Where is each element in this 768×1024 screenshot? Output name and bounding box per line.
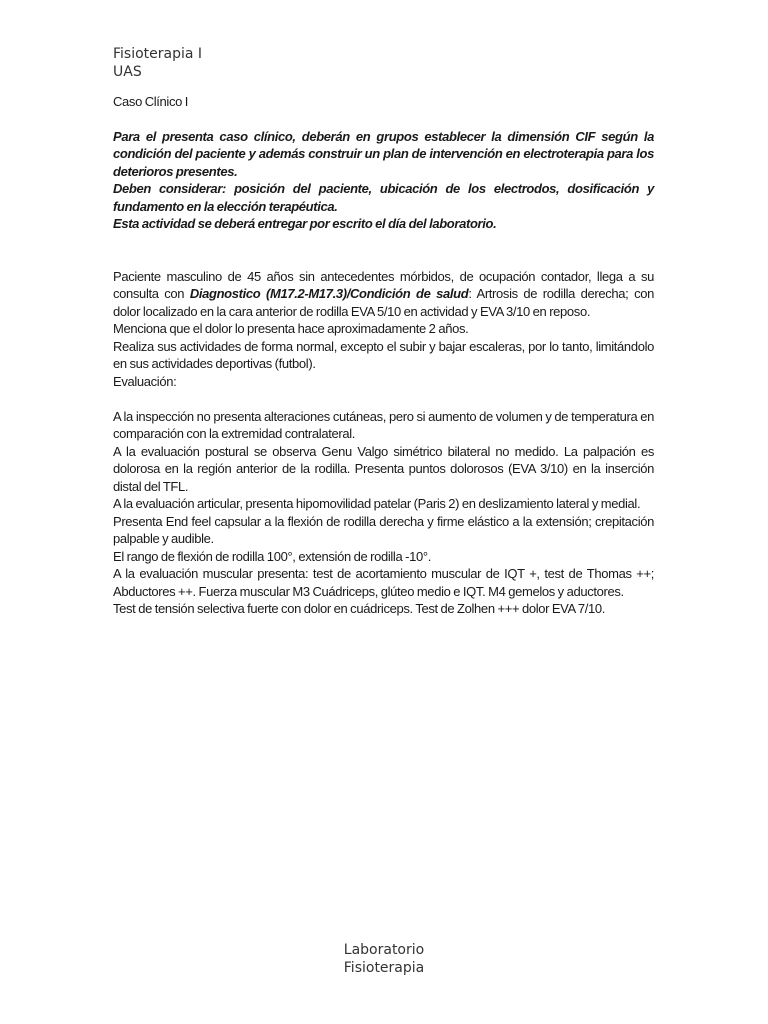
- evaluation-heading: Evaluación:: [113, 373, 177, 389]
- articular-paragraph: A la evaluación articular, presenta hipomovilidad patelar (Paris 2) en deslizamiento lateral y medial.: [113, 496, 641, 511]
- case-description: [113, 268, 654, 618]
- postural-paragraph: A la evaluación postural se observa Genu Valgo simétrico bilateral no medido. La palpación es dolorosa en la región anterior de la rodilla. Presenta puntos dolorosos (EVA 3/10) en la inserción distal del TFL.: [113, 443, 654, 494]
- case-paragraph-2: Menciona que el dolor lo presenta hace aproximadamente 2 años.: [113, 321, 469, 336]
- case-text: : Artrosis de rodilla derecha; con dolor localizado en la cara anterior de rodilla EVA 5/10 en actividad y EVA 3/10 en reposo.: [113, 286, 654, 319]
- muscular-paragraph: A la evaluación muscular presenta: test de acortamiento muscular de IQT +, test de Thomas ++; Abductores ++. Fuerza muscular M3 Cuádriceps, glúteo medio e IQT. M4 gemelos y aductores.: [113, 566, 654, 599]
- inspection-paragraph: A la inspección no presenta alteraciones cutáneas, pero si aumento de volumen y de temperatura en comparación con la extremidad contralateral.: [113, 408, 654, 441]
- range-paragraph: El rango de flexión de rodilla 100°, extensión de rodilla -10°.: [113, 548, 431, 564]
- diagnosis-label: Diagnostico (M17.2-M17.3)/Condición de salud: [189, 286, 469, 301]
- document-footer: [0, 941, 768, 977]
- instructions-text: según la condición del paciente y además construir un plan de intervención en electroterapia para los deterioros presentes.: [113, 128, 654, 179]
- course-name: Fisioterapia I: [113, 46, 203, 62]
- end-feel-paragraph: Presenta End feel capsular a la flexión de rodilla derecha y firme elástico a la extensión; crepitación palpable y audible.: [113, 513, 654, 546]
- footer-line-2: Fisioterapia: [343, 960, 425, 976]
- instructions-paragraph-2: Deben considerar: posición del paciente, ubicación de los electrodos, dosificación y fundamento en la elección terapéutica.: [113, 181, 654, 214]
- document-body: [113, 93, 654, 618]
- footer-line-1: Laboratorio: [343, 942, 425, 958]
- case-paragraph-1: [113, 268, 654, 321]
- case-text: Paciente masculino de 45 años sin antecedentes mórbidos, de ocupación contador, llega a su consulta con: [113, 268, 654, 301]
- document-header: [113, 45, 202, 81]
- instructions-block: [113, 128, 654, 233]
- instructions-paragraph-3: Esta actividad se deberá entregar por escrito el día del laboratorio.: [113, 216, 497, 231]
- paragraph-spacer: [113, 390, 654, 408]
- case-title: Caso Clínico I: [113, 94, 189, 109]
- institution-name: UAS: [113, 64, 142, 80]
- instructions-paragraph-1: [113, 128, 654, 181]
- cif-term: CIF: [575, 128, 596, 144]
- case-paragraph-3: Realiza sus actividades de forma normal, excepto el subir y bajar escaleras, por lo tanto, limitándolo en sus actividades deportivas (futbol).: [113, 338, 654, 371]
- tension-test-paragraph: Test de tensión selectiva fuerte con dolor en cuádriceps. Test de Zolhen +++ dolor EVA 7/10.: [113, 601, 606, 616]
- instructions-text: Para el presenta caso clínico, deberán en grupos establecer la dimensión: [113, 128, 576, 144]
